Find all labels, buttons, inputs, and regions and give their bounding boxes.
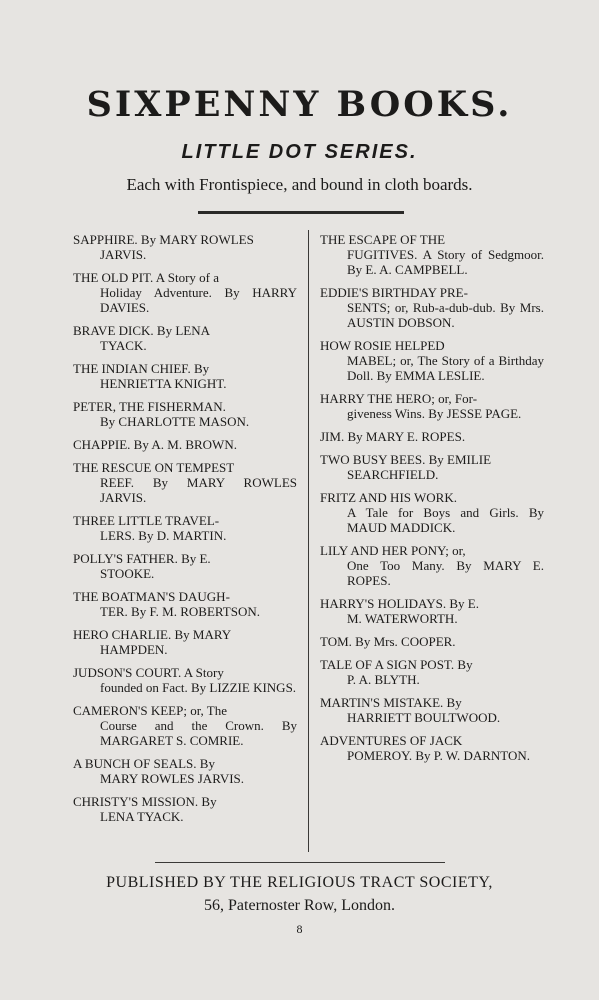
top-rule bbox=[198, 211, 404, 214]
page-title: SIXPENNY BOOKS. bbox=[86, 84, 513, 125]
book-entry-line2: Holiday Adventure. By HARRY DAVIES. bbox=[100, 285, 297, 315]
book-entry-line1: TWO BUSY BEES. By EMILIE bbox=[320, 452, 492, 467]
book-entry-line1: THE OLD PIT. A Story of a bbox=[73, 270, 219, 285]
book-entry-line2: REEF. By MARY ROWLES JARVIS. bbox=[100, 475, 297, 505]
bottom-rule bbox=[155, 862, 445, 863]
book-entry-line1: SAPPHIRE. By MARY ROWLES bbox=[73, 232, 254, 247]
book-entry bbox=[73, 437, 297, 452]
publisher-line: PUBLISHED BY THE RELIGIOUS TRACT SOCIETY, bbox=[106, 874, 493, 891]
book-entry-line2: SEARCHFIELD. bbox=[347, 467, 439, 482]
book-entry bbox=[320, 452, 544, 482]
book-entry-line2: FUGITIVES. A Story of Sedgmoor. By E. A. CAMPBELL. bbox=[347, 247, 544, 277]
left-column bbox=[73, 232, 297, 832]
book-entry-line1: THE BOATMAN'S DAUGH- bbox=[73, 589, 230, 604]
book-entry bbox=[320, 490, 544, 535]
book-entry-line1: THE INDIAN CHIEF. By bbox=[73, 361, 210, 376]
book-entry bbox=[73, 627, 297, 657]
book-entry-line1: HARRY'S HOLIDAYS. By E. bbox=[320, 596, 479, 611]
book-entry-line1: JUDSON'S COURT. A Story bbox=[73, 665, 224, 680]
book-entry bbox=[320, 391, 544, 421]
page-number: 8 bbox=[296, 922, 303, 936]
book-entry-line2: STOOKE. bbox=[100, 566, 155, 581]
book-entry-line2: SENTS; or, Rub-a-dub-dub. By Mrs. AUSTIN DOBSON. bbox=[347, 300, 544, 330]
book-entry bbox=[73, 703, 297, 748]
book-entry-line2: JARVIS. bbox=[100, 247, 147, 262]
tagline: Each with Frontispiece, and bound in cloth boards. bbox=[126, 175, 473, 194]
book-entry bbox=[320, 232, 544, 277]
book-entry-line1: EDDIE'S BIRTHDAY PRE- bbox=[320, 285, 468, 300]
book-entry-line2: M. WATERWORTH. bbox=[347, 611, 458, 626]
book-entry-line2: MARY ROWLES JARVIS. bbox=[100, 771, 245, 786]
book-entry-line2: P. A. BLYTH. bbox=[347, 672, 420, 687]
book-entry bbox=[320, 285, 544, 330]
book-entry-line1: THE ESCAPE OF THE bbox=[320, 232, 446, 247]
book-entry bbox=[73, 756, 297, 786]
book-entry bbox=[320, 634, 544, 649]
book-entry bbox=[73, 270, 297, 315]
book-entry bbox=[320, 695, 544, 725]
book-entry bbox=[320, 596, 544, 626]
book-entry-line2: MABEL; or, The Story of a Birthday Doll. By EMMA LESLIE. bbox=[347, 353, 544, 383]
book-entry-line1: BRAVE DICK. By LENA bbox=[73, 323, 210, 338]
book-entry-line2: LENA TYACK. bbox=[100, 809, 184, 824]
book-entry-line1: LILY AND HER PONY; or, bbox=[320, 543, 466, 558]
book-entry-line1: THE RESCUE ON TEMPEST bbox=[73, 460, 235, 475]
book-entry bbox=[73, 551, 297, 581]
book-entry bbox=[320, 733, 544, 763]
book-entry-line1: HARRY THE HERO; or, For- bbox=[320, 391, 478, 406]
book-entry-line2: A Tale for Boys and Girls. By MAUD MADDICK. bbox=[347, 505, 544, 535]
book-entry-line2: TER. By F. M. ROBERTSON. bbox=[100, 604, 260, 619]
book-entry-line1: TALE OF A SIGN POST. By bbox=[320, 657, 473, 672]
book-entry bbox=[320, 657, 544, 687]
book-entry bbox=[320, 543, 544, 588]
book-entry bbox=[73, 794, 297, 824]
right-column bbox=[320, 232, 544, 771]
book-entry-line1: HERO CHARLIE. By MARY bbox=[73, 627, 232, 642]
book-entry-line1: FRITZ AND HIS WORK. bbox=[320, 490, 457, 505]
book-entry-line1: CHRISTY'S MISSION. By bbox=[73, 794, 217, 809]
book-entry bbox=[73, 232, 297, 262]
book-entry-line1: THREE LITTLE TRAVEL- bbox=[73, 513, 220, 528]
book-entry bbox=[73, 361, 297, 391]
book-entry bbox=[73, 460, 297, 505]
book-entry-line1: CHAPPIE. By A. M. BROWN. bbox=[73, 437, 237, 452]
book-entry-line2: HAMPDEN. bbox=[100, 642, 168, 657]
publisher-address: 56, Paternoster Row, London. bbox=[204, 897, 395, 914]
book-entry-line2: HENRIETTA KNIGHT. bbox=[100, 376, 227, 391]
book-entry-line2: TYACK. bbox=[100, 338, 147, 353]
book-entry bbox=[320, 338, 544, 383]
book-entry-line2: HARRIETT BOULTWOOD. bbox=[347, 710, 501, 725]
book-entry-line2: POMEROY. By P. W. DARNTON. bbox=[347, 748, 531, 763]
book-entry-line1: PETER, THE FISHERMAN. bbox=[73, 399, 226, 414]
book-entry bbox=[320, 429, 544, 444]
book-entry-line1: TOM. By Mrs. COOPER. bbox=[320, 634, 456, 649]
book-entry-line1: A BUNCH OF SEALS. By bbox=[73, 756, 215, 771]
book-entry bbox=[73, 399, 297, 429]
book-entry-line1: POLLY'S FATHER. By E. bbox=[73, 551, 211, 566]
book-entry-line1: HOW ROSIE HELPED bbox=[320, 338, 445, 353]
book-entry-line2: Course and the Crown. By MARGARET S. COMRIE. bbox=[100, 718, 297, 748]
book-entry-line2: By CHARLOTTE MASON. bbox=[100, 414, 250, 429]
series-title: LITTLE DOT SERIES. bbox=[181, 141, 418, 163]
book-entry-line1: JIM. By MARY E. ROPES. bbox=[320, 429, 466, 444]
book-entry-line1: MARTIN'S MISTAKE. By bbox=[320, 695, 462, 710]
book-entry-line2: One Too Many. By MARY E. ROPES. bbox=[347, 558, 544, 588]
book-entry bbox=[73, 323, 297, 353]
book-entry-line2: giveness Wins. By JESSE PAGE. bbox=[347, 406, 522, 421]
book-entry-line1: CAMERON'S KEEP; or, The bbox=[73, 703, 227, 718]
book-entry-line1: ADVENTURES OF JACK bbox=[320, 733, 463, 748]
column-divider bbox=[308, 230, 309, 852]
book-entry-line2: founded on Fact. By LIZZIE KINGS. bbox=[100, 680, 297, 695]
book-entry bbox=[73, 513, 297, 543]
book-entry bbox=[73, 665, 297, 695]
book-entry-line2: LERS. By D. MARTIN. bbox=[100, 528, 227, 543]
book-entry bbox=[73, 589, 297, 619]
